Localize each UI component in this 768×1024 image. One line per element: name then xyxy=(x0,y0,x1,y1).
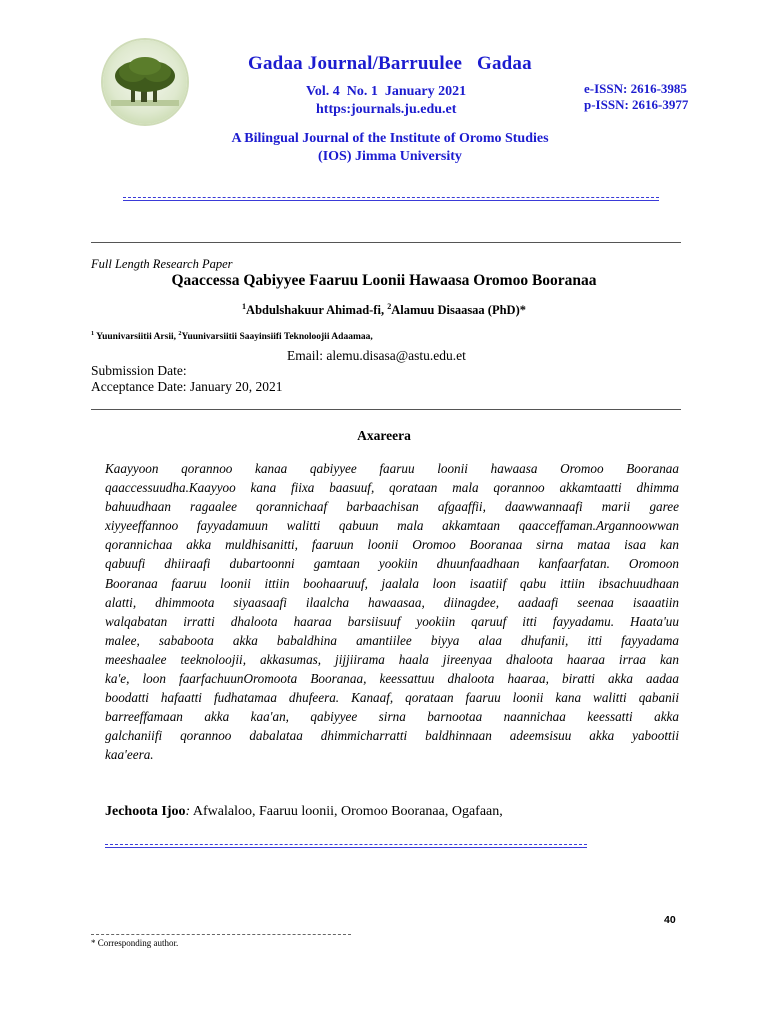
dates-block xyxy=(91,363,283,395)
top-rule xyxy=(91,242,681,243)
keywords xyxy=(105,804,503,820)
paper-title: Qaaccessa Qabiyyee Faaruu Loonii Hawaasa Oromoo Booranaa xyxy=(171,272,597,289)
p-issn: p-ISSN: 2616-3977 xyxy=(584,97,689,112)
tree-icon xyxy=(103,40,187,124)
keywords-divider xyxy=(105,843,587,848)
middle-rule xyxy=(91,409,681,410)
abstract-line: Booranaa faaruu loonii ittiin boohaaruuf, jaalala loon isaatiif qabu ittiin ibsachuudhaan xyxy=(105,575,679,591)
abstract-body xyxy=(105,459,679,765)
subtitle-line-1: A Bilingual Journal of the Institute of Oromo Studies xyxy=(231,131,549,146)
footnote: * Corresponding author. xyxy=(91,938,179,948)
author-2: Alamuu Disaasaa (PhD)* xyxy=(391,303,527,317)
abstract-line: galchaniifi qorannoo dabalataa dhimmicharratti baldhinnaan adeemsisuu akka yaboottii xyxy=(105,728,679,744)
email[interactable]: Email: alemu.disasa@astu.edu.et xyxy=(287,348,466,363)
affiliation-1: Yuunivarsiitii Arsii, xyxy=(94,332,179,342)
abstract-line: Kaayyoon qorannoo kanaa qabiyyee faaruu loonii hawaasa Oromoo Booranaa xyxy=(105,461,679,476)
author1-sup: 1 xyxy=(241,301,247,311)
volume-info: Vol. 4 No. 1 January 2021 xyxy=(306,84,467,99)
abstract-line: qaaccessuudha.Kaayyoo kana fiixa baasuuf, qorataan mala qorannoo akkamtaatti dhimma xyxy=(105,480,679,496)
author2-sup: 2 xyxy=(387,301,392,311)
affiliation-2: Yuunivarsiitii Saayinsiifi Teknoloojii Adaamaa, xyxy=(181,332,373,342)
abstract-line: bahuudhaan ragaalee qorannichaaf barbaachisan afgaaffii, daawwannaafi marii garee xyxy=(105,499,679,515)
subtitle-line-2: (IOS) Jimma University xyxy=(318,149,462,164)
abstract-line: qorannichaa akka muldhisanitti, faaruun loonii Oromoo Booranaa sirna mataa isaa kan xyxy=(105,537,679,553)
abstract-line: meeshaalee teeknoloojii, akkasumas, jijjiirama haala jireenyaa dhaloota haaraa irraa kan xyxy=(105,651,679,667)
header-divider xyxy=(123,196,659,201)
e-issn: e-ISSN: 2616-3985 xyxy=(584,81,687,96)
abstract-line: kaa'eera. xyxy=(105,747,154,763)
issn-block xyxy=(584,81,688,113)
abstract-line: walqabatan irratti dhaloota haaraa barsiisuuf yookiin qaruuf itti fayyadamu. Haata'uu xyxy=(105,613,679,629)
abstract-line: malee, sababoota akka babaldhina amantiilee biyya alaa dhufanii, itti fayyadama xyxy=(105,632,679,648)
keywords-text: Afwalaloo, Faaruu loonii, Oromoo Booranaa, Ogafaan, xyxy=(190,804,503,819)
author-1: Abdulshakuur Ahimad-fi, xyxy=(246,303,388,317)
submission-date: Submission Date: xyxy=(91,363,187,378)
abstract-line: alatti, dhimmoota siyaasaafi ilaalcha hawaasaa, diinagdee, aadaafi seenaa isaaatiin xyxy=(105,594,679,610)
keywords-label: Jechoota Ijoo xyxy=(105,804,186,819)
affiliations xyxy=(91,332,373,342)
abstract-heading: Axareera xyxy=(357,428,411,443)
abstract-line: barreeffamaan akka kaa'an, qabiyyee sirna barnootaa naannichaa keessatti akka xyxy=(105,709,679,725)
author-line xyxy=(0,303,768,318)
paper-type: Full Length Research Paper xyxy=(91,257,233,271)
journal-title: Gadaa Journal/Barruulee Gadaa xyxy=(248,53,532,74)
acceptance-date: Acceptance Date: January 20, 2021 xyxy=(91,379,283,394)
journal-logo xyxy=(103,40,187,124)
page-number: 40 xyxy=(664,914,676,926)
affil1-sup: 1 xyxy=(91,330,95,337)
abstract-line: qabuufi dhiiraafi dubartoonni gamtaan yookiin dhuunfaadhaan kanfaarfatan. Oromoon xyxy=(105,556,679,572)
abstract-line: xiyyeeffannoo fayyadamuun walitti qabuun mala akkamtaan qaacceffaman.Argannoowwan xyxy=(105,518,679,534)
keywords-colon: : xyxy=(185,804,191,819)
abstract-line: boodatti hafaatti fudhatamaa dhufeera. Kanaaf, qorataan faaruu loonii kana walitti qabanii xyxy=(105,690,679,706)
affil2-sup: 2 xyxy=(178,330,182,337)
footnote-rule xyxy=(91,934,351,935)
journal-subtitle xyxy=(200,130,580,166)
abstract-line: ka'e, loon faarfachuunOromoota Booranaa, keessattuu dhaloota haaraa, biratti akka aadaa xyxy=(105,671,679,687)
journal-url[interactable]: https:journals.ju.edu.et xyxy=(316,102,457,117)
